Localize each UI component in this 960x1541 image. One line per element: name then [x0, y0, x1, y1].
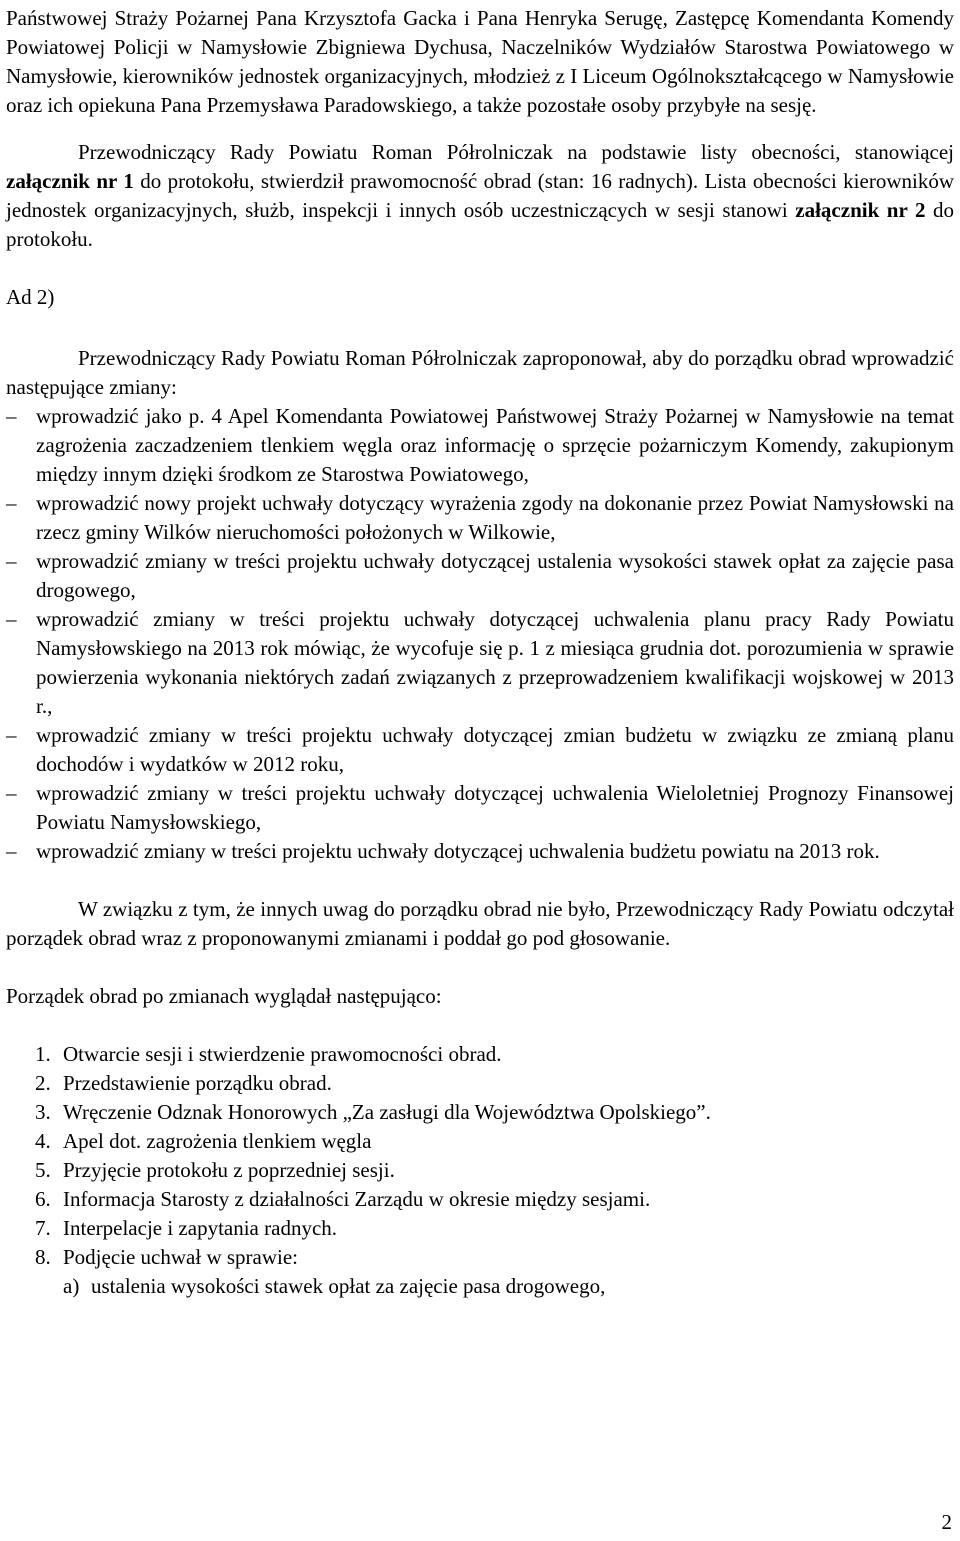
page-number: 2	[941, 1510, 952, 1534]
attachment-1-ref: załącznik nr 1	[6, 169, 134, 193]
subitem-letter: a)	[63, 1274, 80, 1298]
item-number: 5.	[35, 1158, 51, 1182]
item-number: 4.	[35, 1129, 51, 1153]
list-item	[6, 1185, 954, 1214]
list-item	[6, 1069, 954, 1098]
proposal-paragraph: Przewodniczący Rady Powiatu Roman Półrolniczak zaproponował, aby do porządku obrad wprowadzić następujące zmiany:	[6, 346, 954, 399]
item-text: Interpelacje i zapytania radnych.	[63, 1216, 338, 1240]
change-text: wprowadzić zmiany w treści projektu uchwały dotyczącej zmian budżetu w związku ze zmianą planu dochodów i wydatków w 2012 roku,	[36, 723, 954, 776]
list-item	[6, 1156, 954, 1185]
item-text: Otwarcie sesji i stwierdzenie prawomocności obrad.	[63, 1042, 502, 1066]
item-text: Informacja Starosty z działalności Zarządu w okresie między sesjami.	[63, 1187, 651, 1211]
item-text: Podjęcie uchwał w sprawie:	[63, 1245, 299, 1269]
dash-bullet: –	[6, 723, 17, 747]
dash-bullet: –	[6, 491, 17, 515]
change-text: wprowadzić nowy projekt uchwały dotyczący wyrażenia zgody na dokonanie przez Powiat Namysłowski na rzecz gminy Wilków nieruchomości położonych w Wilkowie,	[36, 491, 954, 544]
intro-paragraph: Państwowej Straży Pożarnej Pana Krzysztofa Gacka i Pana Henryka Serugę, Zastępcę Komendanta Komendy Powiatowej Policji w Namysłowie Zbigniewa Dychusa, Naczelników Wydziałów Starostwa Powiatowego w Namysłowie, kierowników jednostek organizacyjnych, młodzież z I Liceum Ogólnokształcącego w Namysłowie oraz ich opiekuna Pana Przemysława Paradowskiego, a także pozostałe osoby przybyłe na sesję.	[6, 6, 954, 117]
changes-list	[6, 402, 954, 866]
section-heading-ad2: Ad 2)	[6, 285, 55, 309]
change-text: wprowadzić jako p. 4 Apel Komendanta Powiatowej Państwowej Straży Pożarnej w Namysłowie na temat zagrożenia zaczadzeniem tlenkiem węgla oraz informację o sprzęcie pożarniczym Komendy, zakupionym między innym dzięki środkom ze Starostwa Powiatowego,	[36, 404, 954, 486]
dash-bullet: –	[6, 781, 17, 805]
list-item	[6, 489, 954, 547]
change-text: wprowadzić zmiany w treści projektu uchwały dotyczącej uchwalenia planu pracy Rady Powiatu Namysłowskiego na 2013 rok mówiąc, że wycofuje się p. 1 z miesiąca grudnia dot. porozumienia w sprawie powierzenia wykonania niektórych zadań związanych z przeprowadzeniem kwalifikacji wojskowej w 2013 r.,	[36, 607, 954, 718]
attendance-text-1: Przewodniczący Rady Powiatu Roman Półrolniczak na podstawie listy obecności, stanowiącej	[78, 140, 954, 164]
agenda-subitem	[6, 1272, 954, 1301]
attendance-paragraph	[6, 138, 954, 254]
change-text: wprowadzić zmiany w treści projektu uchwały dotyczącej uchwalenia budżetu powiatu na 2013 rok.	[36, 839, 880, 863]
list-item	[6, 1098, 954, 1127]
dash-bullet: –	[6, 549, 17, 573]
item-text: Przyjęcie protokołu z poprzedniej sesji.	[63, 1158, 395, 1182]
item-text: Apel dot. zagrożenia tlenkiem węgla	[63, 1129, 372, 1153]
list-item	[6, 1127, 954, 1156]
attendance-text-2: do protokołu, stwierdził prawomocność obrad (stan: 16 radnych). Lista obecności kierowników jednostek organizacyjnych, służb, inspekcji i innych osób uczestniczących w sesji stanowi	[6, 169, 954, 222]
list-item	[6, 1040, 954, 1069]
item-text: Wręczenie Odznak Honorowych „Za zasługi dla Województwa Opolskiego”.	[63, 1100, 711, 1124]
subitem-text: ustalenia wysokości stawek opłat za zajęcie pasa drogowego,	[91, 1274, 606, 1298]
item-number: 2.	[35, 1071, 51, 1095]
change-text: wprowadzić zmiany w treści projektu uchwały dotyczącej uchwalenia Wieloletniej Prognozy Finansowej Powiatu Namysłowskiego,	[36, 781, 954, 834]
agenda-heading: Porządek obrad po zmianach wyglądał następująco:	[6, 984, 442, 1008]
conclusion-paragraph: W związku z tym, że innych uwag do porządku obrad nie było, Przewodniczący Rady Powiatu odczytał porządek obrad wraz z proponowanymi zmianami i poddał go pod głosowanie.	[6, 897, 954, 950]
change-text: wprowadzić zmiany w treści projektu uchwały dotyczącej ustalenia wysokości stawek opłat za zajęcie pasa drogowego,	[36, 549, 954, 602]
list-item	[6, 1214, 954, 1243]
list-item	[6, 837, 954, 866]
document-page	[6, 4, 954, 1301]
list-item	[6, 721, 954, 779]
item-number: 7.	[35, 1216, 51, 1240]
attachment-2-ref: załącznik nr 2	[795, 198, 926, 222]
agenda-list	[6, 1040, 954, 1272]
dash-bullet: –	[6, 839, 17, 863]
item-number: 6.	[35, 1187, 51, 1211]
item-number: 1.	[35, 1042, 51, 1066]
dash-bullet: –	[6, 404, 17, 428]
list-item	[6, 605, 954, 721]
item-number: 8.	[35, 1245, 51, 1269]
item-text: Przedstawienie porządku obrad.	[63, 1071, 332, 1095]
list-item	[6, 779, 954, 837]
attendance-text-3: do protokołu.	[6, 198, 955, 251]
list-item	[6, 1243, 954, 1272]
list-item	[6, 402, 954, 489]
dash-bullet: –	[6, 607, 17, 631]
list-item	[6, 547, 954, 605]
item-number: 3.	[35, 1100, 51, 1124]
